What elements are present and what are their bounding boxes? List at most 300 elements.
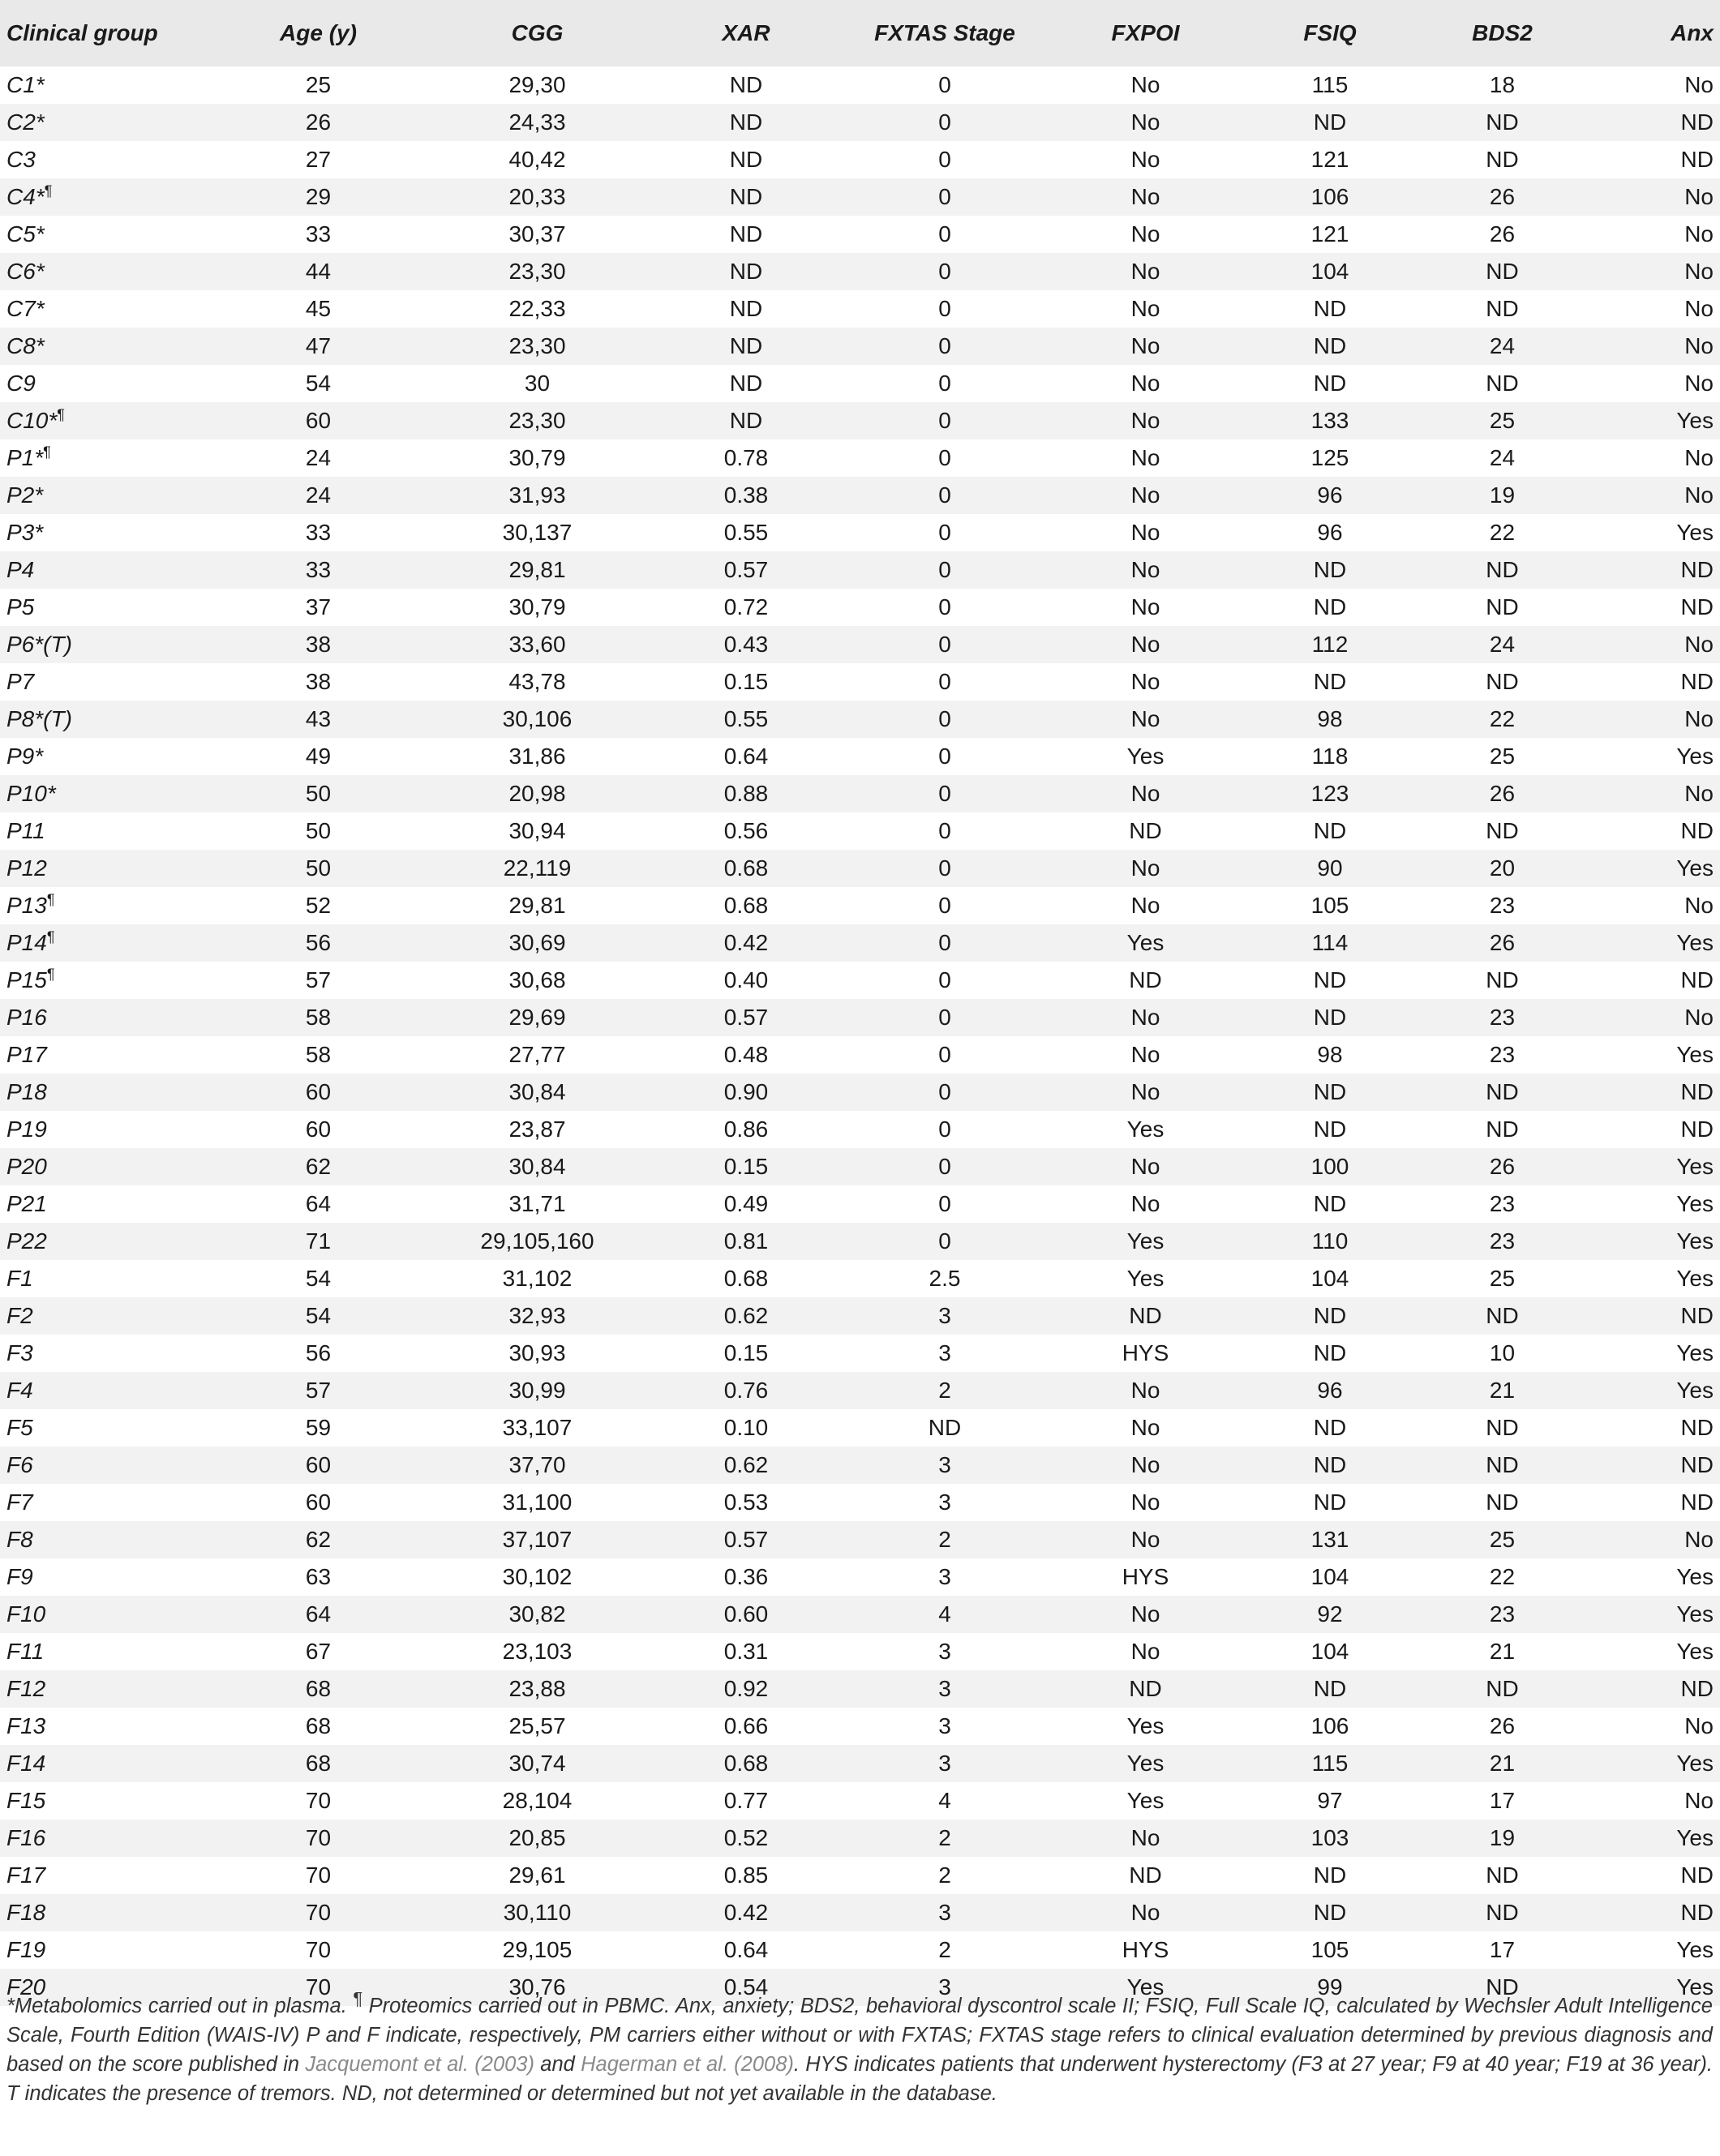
table-row bbox=[0, 701, 1720, 738]
anx-cell: No bbox=[1684, 1005, 1714, 1030]
fxtas-stage-cell: 0 bbox=[938, 781, 951, 806]
bds2-cell: 21 bbox=[1489, 1751, 1516, 1776]
bds2-cell: ND bbox=[1486, 594, 1519, 619]
table-body bbox=[0, 66, 1720, 2006]
fxtas-stage-cell: 0 bbox=[938, 818, 951, 843]
xar-cell: 0.40 bbox=[723, 967, 769, 992]
anx-cell: Yes bbox=[1676, 744, 1714, 769]
fxpoi-cell: No bbox=[1130, 371, 1160, 396]
fxtas-stage-cell: 0 bbox=[938, 147, 951, 172]
cgg-cell: 31,71 bbox=[508, 1191, 566, 1216]
cgg-cell: 23,88 bbox=[508, 1676, 566, 1701]
clinical-group-cell bbox=[0, 887, 211, 924]
subject-id: F19 bbox=[6, 1937, 46, 1962]
fxtas-stage-cell: 0 bbox=[938, 1228, 951, 1254]
age-cell: 58 bbox=[305, 1042, 332, 1067]
age-cell: 38 bbox=[305, 669, 332, 694]
clinical-group-cell bbox=[0, 141, 211, 178]
cgg-cell: 23,103 bbox=[502, 1639, 573, 1664]
bds2-cell: ND bbox=[1486, 1489, 1519, 1515]
fsiq-cell: ND bbox=[1313, 1676, 1347, 1701]
bds2-cell: 23 bbox=[1489, 1005, 1516, 1030]
age-cell: 54 bbox=[305, 1266, 332, 1291]
subject-id: C9 bbox=[6, 371, 36, 396]
age-cell: 60 bbox=[305, 1452, 332, 1477]
fsiq-cell: ND bbox=[1313, 1489, 1347, 1515]
clinical-group-cell bbox=[0, 365, 211, 402]
anx-cell: ND bbox=[1680, 818, 1714, 843]
clinical-group-cell bbox=[0, 1409, 211, 1447]
table-row bbox=[0, 887, 1720, 924]
subject-id: F5 bbox=[6, 1415, 33, 1440]
table-row bbox=[0, 477, 1720, 514]
cgg-cell: 30,82 bbox=[508, 1601, 566, 1627]
age-cell: 62 bbox=[305, 1527, 332, 1552]
header-bds2: BDS2 bbox=[1472, 20, 1533, 45]
fxpoi-cell: No bbox=[1130, 781, 1160, 806]
fsiq-cell: 105 bbox=[1310, 1937, 1349, 1962]
cgg-cell: 29,30 bbox=[508, 72, 566, 97]
subject-id: F17 bbox=[6, 1862, 46, 1888]
fsiq-cell: 106 bbox=[1310, 184, 1349, 209]
subject-id: P15 bbox=[6, 967, 47, 992]
fxpoi-cell: No bbox=[1130, 184, 1160, 209]
subject-marker: * bbox=[34, 744, 44, 769]
fxpoi-cell: Yes bbox=[1126, 1751, 1165, 1776]
cgg-cell: 30,84 bbox=[508, 1154, 566, 1179]
anx-cell: ND bbox=[1680, 1489, 1714, 1515]
table-footnote bbox=[6, 1988, 1713, 2108]
fxpoi-cell: No bbox=[1130, 1601, 1160, 1627]
anx-cell: Yes bbox=[1676, 1639, 1714, 1664]
subject-id: P5 bbox=[6, 594, 35, 619]
fsiq-cell: 96 bbox=[1317, 482, 1343, 508]
subject-id: P6 bbox=[6, 632, 35, 657]
xar-cell: ND bbox=[729, 147, 763, 172]
fxpoi-cell: No bbox=[1130, 1452, 1160, 1477]
subject-id: F8 bbox=[6, 1527, 33, 1552]
cgg-cell: 30,37 bbox=[508, 221, 566, 246]
fxpoi-cell: No bbox=[1130, 1378, 1160, 1403]
fxtas-stage-cell: 3 bbox=[938, 1452, 951, 1477]
anx-cell: No bbox=[1684, 296, 1714, 321]
age-cell: 45 bbox=[305, 296, 332, 321]
clinical-group-cell bbox=[0, 1745, 211, 1782]
fxpoi-cell: Yes bbox=[1126, 1117, 1165, 1142]
citation-link-jacquemont[interactable]: Jacquemont et al. (2003) bbox=[305, 2052, 534, 2076]
citation-link-hagerman[interactable]: Hagerman et al. (2008) bbox=[581, 2052, 794, 2076]
table-row bbox=[0, 439, 1720, 477]
table-header bbox=[0, 0, 1720, 66]
cgg-cell: 23,30 bbox=[508, 333, 566, 358]
anx-cell: Yes bbox=[1676, 1340, 1714, 1365]
subject-id: F11 bbox=[6, 1639, 45, 1664]
age-cell: 57 bbox=[305, 967, 332, 992]
fsiq-cell: 131 bbox=[1310, 1527, 1349, 1552]
bds2-cell: ND bbox=[1486, 1415, 1519, 1440]
clinical-group-cell bbox=[0, 1185, 211, 1223]
bds2-cell: 24 bbox=[1489, 333, 1516, 358]
xar-cell: 0.88 bbox=[723, 781, 769, 806]
anx-cell: ND bbox=[1680, 1117, 1714, 1142]
fxtas-stage-cell: 0 bbox=[938, 371, 951, 396]
xar-cell: 0.60 bbox=[723, 1601, 769, 1627]
subject-id: P4 bbox=[6, 557, 35, 582]
xar-cell: 0.78 bbox=[723, 445, 769, 470]
clinical-group-cell bbox=[0, 290, 211, 328]
clinical-group-cell bbox=[0, 66, 211, 104]
subject-id: P18 bbox=[6, 1079, 47, 1104]
anx-cell: ND bbox=[1680, 967, 1714, 992]
fxtas-stage-cell: 4 bbox=[938, 1788, 951, 1813]
cgg-cell: 43,78 bbox=[508, 669, 566, 694]
fxtas-stage-cell: 4 bbox=[938, 1601, 951, 1627]
fsiq-cell: 133 bbox=[1310, 408, 1349, 433]
age-cell: 50 bbox=[305, 818, 332, 843]
subject-id: P14 bbox=[6, 930, 47, 955]
xar-cell: 0.57 bbox=[723, 1527, 769, 1552]
subject-id: F2 bbox=[6, 1303, 33, 1328]
fxpoi-cell: No bbox=[1130, 520, 1160, 545]
fsiq-cell: 98 bbox=[1317, 1042, 1343, 1067]
fxpoi-cell: Yes bbox=[1126, 1228, 1165, 1254]
xar-cell: ND bbox=[729, 221, 763, 246]
fsiq-cell: 104 bbox=[1310, 1639, 1349, 1664]
fxpoi-cell: Yes bbox=[1126, 1974, 1165, 2000]
subject-id: P9 bbox=[6, 744, 35, 769]
bds2-cell: ND bbox=[1486, 1452, 1519, 1477]
cgg-cell: 31,86 bbox=[508, 744, 566, 769]
cgg-cell: 29,105,160 bbox=[480, 1228, 594, 1254]
clinical-group-cell bbox=[0, 1036, 211, 1074]
xar-cell: 0.64 bbox=[723, 1937, 769, 1962]
subject-marker: *(T) bbox=[34, 632, 72, 657]
fxtas-stage-cell: 0 bbox=[938, 893, 951, 918]
cgg-cell: 29,61 bbox=[508, 1862, 566, 1888]
bds2-cell: 26 bbox=[1489, 1713, 1516, 1738]
anx-cell: Yes bbox=[1676, 1974, 1714, 2000]
xar-cell: 0.57 bbox=[723, 557, 769, 582]
age-cell: 71 bbox=[305, 1228, 332, 1254]
xar-cell: 0.52 bbox=[723, 1825, 769, 1850]
subject-id: P1 bbox=[6, 445, 35, 470]
xar-cell: 0.68 bbox=[723, 855, 769, 881]
bds2-cell: 22 bbox=[1489, 1564, 1516, 1589]
subject-id: F20 bbox=[6, 1974, 46, 2000]
age-cell: 43 bbox=[305, 706, 332, 731]
bds2-cell: 23 bbox=[1489, 893, 1516, 918]
age-cell: 68 bbox=[305, 1676, 332, 1701]
xar-cell: ND bbox=[729, 109, 763, 135]
cgg-cell: 24,33 bbox=[508, 109, 566, 135]
fxtas-stage-cell: 3 bbox=[938, 1713, 951, 1738]
cgg-cell: 29,105 bbox=[502, 1937, 573, 1962]
fxtas-stage-cell: 0 bbox=[938, 109, 951, 135]
bds2-cell: ND bbox=[1486, 1974, 1519, 2000]
fxpoi-cell: No bbox=[1130, 296, 1160, 321]
subject-id: C7 bbox=[6, 296, 36, 321]
table-row bbox=[0, 365, 1720, 402]
age-cell: 56 bbox=[305, 930, 332, 955]
fsiq-cell: ND bbox=[1313, 557, 1347, 582]
header-fxtas-stage: FXTAS Stage bbox=[874, 20, 1015, 45]
fxpoi-cell: No bbox=[1130, 855, 1160, 881]
bds2-cell: ND bbox=[1486, 669, 1519, 694]
cgg-cell: 30,79 bbox=[508, 445, 566, 470]
fxtas-stage-cell: 3 bbox=[938, 1900, 951, 1925]
xar-cell: 0.48 bbox=[723, 1042, 769, 1067]
clinical-group-cell bbox=[0, 626, 211, 663]
fxpoi-cell: No bbox=[1130, 1154, 1160, 1179]
cgg-cell: 30,93 bbox=[508, 1340, 566, 1365]
cgg-cell: 25,57 bbox=[508, 1713, 566, 1738]
fxtas-stage-cell: 0 bbox=[938, 669, 951, 694]
cgg-cell: 37,107 bbox=[502, 1527, 573, 1552]
anx-cell: No bbox=[1684, 1527, 1714, 1552]
bds2-cell: ND bbox=[1486, 1900, 1519, 1925]
table-row bbox=[0, 1596, 1720, 1633]
anx-cell: ND bbox=[1680, 109, 1714, 135]
fsiq-cell: ND bbox=[1313, 1079, 1347, 1104]
subject-id: P20 bbox=[6, 1154, 47, 1179]
subject-id: P7 bbox=[6, 669, 35, 694]
fxtas-stage-cell: 0 bbox=[938, 1079, 951, 1104]
anx-cell: ND bbox=[1680, 1079, 1714, 1104]
fxpoi-cell: No bbox=[1130, 72, 1160, 97]
anx-cell: No bbox=[1684, 371, 1714, 396]
fsiq-cell: 106 bbox=[1310, 1713, 1349, 1738]
subject-marker: * bbox=[35, 296, 45, 321]
clinical-group-cell bbox=[0, 1223, 211, 1260]
pilcrow-mark: ¶ bbox=[46, 966, 55, 983]
xar-cell: ND bbox=[729, 333, 763, 358]
xar-cell: 0.62 bbox=[723, 1452, 769, 1477]
age-cell: 38 bbox=[305, 632, 332, 657]
age-cell: 29 bbox=[305, 184, 332, 209]
anx-cell: No bbox=[1684, 706, 1714, 731]
cgg-cell: 20,85 bbox=[508, 1825, 566, 1850]
anx-cell: Yes bbox=[1676, 1564, 1714, 1589]
fsiq-cell: 98 bbox=[1317, 706, 1343, 731]
fxpoi-cell: Yes bbox=[1126, 1266, 1165, 1291]
age-cell: 70 bbox=[305, 1937, 332, 1962]
fxpoi-cell: Yes bbox=[1126, 1788, 1165, 1813]
fxtas-stage-cell: 0 bbox=[938, 1042, 951, 1067]
table-row bbox=[0, 290, 1720, 328]
clinical-group-cell bbox=[0, 178, 211, 216]
age-cell: 68 bbox=[305, 1751, 332, 1776]
fxpoi-cell: No bbox=[1130, 1079, 1160, 1104]
table-row bbox=[0, 1521, 1720, 1558]
fxtas-stage-cell: 2 bbox=[938, 1937, 951, 1962]
anx-cell: ND bbox=[1680, 557, 1714, 582]
fxtas-stage-cell: 0 bbox=[938, 1005, 951, 1030]
bds2-cell: ND bbox=[1486, 818, 1519, 843]
subject-marker: *¶ bbox=[35, 182, 53, 209]
bds2-cell: ND bbox=[1486, 371, 1519, 396]
fsiq-cell: 123 bbox=[1310, 781, 1349, 806]
anx-cell: ND bbox=[1680, 594, 1714, 619]
fsiq-cell: 114 bbox=[1311, 930, 1349, 955]
pilcrow-mark: ¶ bbox=[57, 406, 65, 423]
bds2-cell: 25 bbox=[1489, 744, 1516, 769]
xar-cell: 0.85 bbox=[723, 1862, 769, 1888]
age-cell: 33 bbox=[305, 520, 332, 545]
bds2-cell: 22 bbox=[1489, 520, 1516, 545]
fsiq-cell: 99 bbox=[1317, 1974, 1343, 2000]
header-xar: XAR bbox=[722, 20, 770, 45]
xar-cell: 0.36 bbox=[723, 1564, 769, 1589]
clinical-group-cell bbox=[0, 514, 211, 551]
clinical-group-cell bbox=[0, 1708, 211, 1745]
age-cell: 50 bbox=[305, 855, 332, 881]
subject-id: P13 bbox=[6, 893, 47, 918]
pilcrow-mark: ¶ bbox=[46, 891, 55, 908]
fsiq-cell: ND bbox=[1313, 669, 1347, 694]
xar-cell: 0.43 bbox=[723, 632, 769, 657]
fxpoi-cell: No bbox=[1130, 1489, 1160, 1515]
age-cell: 60 bbox=[305, 1079, 332, 1104]
cgg-cell: 29,69 bbox=[508, 1005, 566, 1030]
cgg-cell: 37,70 bbox=[508, 1452, 566, 1477]
fsiq-cell: 97 bbox=[1317, 1788, 1343, 1813]
xar-cell: 0.15 bbox=[723, 669, 769, 694]
fxpoi-cell: HYS bbox=[1122, 1564, 1169, 1589]
bds2-cell: 23 bbox=[1489, 1228, 1516, 1254]
clinical-group-cell bbox=[0, 551, 211, 589]
fxtas-stage-cell: 0 bbox=[938, 706, 951, 731]
cgg-cell: 30,79 bbox=[508, 594, 566, 619]
clinical-group-cell bbox=[0, 701, 211, 738]
subject-id: F1 bbox=[6, 1266, 33, 1291]
fxtas-stage-cell: 0 bbox=[938, 296, 951, 321]
header-cgg: CGG bbox=[511, 20, 564, 45]
fxpoi-cell: ND bbox=[1129, 1862, 1162, 1888]
footnote-text-1: *Metabolomics carried out in plasma. bbox=[6, 1994, 347, 2017]
fxpoi-cell: Yes bbox=[1126, 930, 1165, 955]
fxtas-stage-cell: 3 bbox=[938, 1340, 951, 1365]
xar-cell: ND bbox=[729, 296, 763, 321]
fsiq-cell: ND bbox=[1313, 109, 1347, 135]
fsiq-cell: 92 bbox=[1317, 1601, 1343, 1627]
footnote-text-2: Proteomics carried out in PBMC. Anx, anxiety; BDS2, behavioral dyscontrol scale II; FSIQ, Full Scale IQ, calculated by Wechsler Adult Intelligence Scale, Fourth Edition (WAIS-IV) P and F indicate, respectively, PM carriers either without or with FXTAS; FXTAS stage refers to clinical evaluation determined by previous diagnosis and based on the score published in bbox=[6, 1994, 1713, 2076]
table-row bbox=[0, 551, 1720, 589]
fxpoi-cell: No bbox=[1130, 669, 1160, 694]
fsiq-cell: ND bbox=[1313, 1340, 1347, 1365]
fxtas-stage-cell: 0 bbox=[938, 1191, 951, 1216]
fsiq-cell: 121 bbox=[1310, 221, 1349, 246]
pilcrow-mark: ¶ bbox=[43, 444, 51, 461]
fxpoi-cell: No bbox=[1130, 1900, 1160, 1925]
xar-cell: 0.38 bbox=[723, 482, 769, 508]
fxtas-stage-cell: 0 bbox=[938, 632, 951, 657]
fxpoi-cell: HYS bbox=[1122, 1937, 1169, 1962]
bds2-cell: 19 bbox=[1489, 1825, 1516, 1850]
subject-id: F15 bbox=[6, 1788, 46, 1813]
clinical-group-cell bbox=[0, 1558, 211, 1596]
age-cell: 54 bbox=[305, 371, 332, 396]
subject-marker: * bbox=[35, 109, 45, 135]
age-cell: 64 bbox=[305, 1601, 332, 1627]
clinical-group-cell bbox=[0, 253, 211, 290]
table-row bbox=[0, 1111, 1720, 1148]
cgg-cell: 30,99 bbox=[508, 1378, 566, 1403]
fsiq-cell: 115 bbox=[1311, 1751, 1349, 1776]
subject-marker: *¶ bbox=[48, 406, 65, 433]
xar-cell: 0.68 bbox=[723, 893, 769, 918]
cgg-cell: 30,84 bbox=[508, 1079, 566, 1104]
cgg-cell: 31,102 bbox=[502, 1266, 573, 1291]
table-row bbox=[0, 1857, 1720, 1894]
cgg-cell: 31,100 bbox=[502, 1489, 573, 1515]
xar-cell: 0.42 bbox=[723, 1900, 769, 1925]
anx-cell: No bbox=[1684, 221, 1714, 246]
subject-id: F18 bbox=[6, 1900, 46, 1925]
fxtas-stage-cell: 2 bbox=[938, 1527, 951, 1552]
clinical-group-cell bbox=[0, 962, 211, 999]
fxpoi-cell: No bbox=[1130, 893, 1160, 918]
bds2-cell: ND bbox=[1486, 1303, 1519, 1328]
fxtas-stage-cell: 0 bbox=[938, 967, 951, 992]
fxpoi-cell: No bbox=[1130, 1639, 1160, 1664]
subject-id: F6 bbox=[6, 1452, 33, 1477]
cgg-cell: 23,30 bbox=[508, 408, 566, 433]
table-row bbox=[0, 1260, 1720, 1297]
anx-cell: ND bbox=[1680, 1676, 1714, 1701]
subject-id: F13 bbox=[6, 1713, 46, 1738]
fxtas-stage-cell: 3 bbox=[938, 1974, 951, 2000]
fsiq-cell: ND bbox=[1313, 333, 1347, 358]
subject-marker bbox=[47, 893, 55, 918]
anx-cell: Yes bbox=[1676, 1266, 1714, 1291]
clinical-group-cell bbox=[0, 1894, 211, 1931]
xar-cell: ND bbox=[729, 72, 763, 97]
anx-cell: Yes bbox=[1676, 1154, 1714, 1179]
fsiq-cell: ND bbox=[1313, 371, 1347, 396]
age-cell: 37 bbox=[305, 594, 332, 619]
bds2-cell: 25 bbox=[1489, 408, 1516, 433]
clinical-group-cell bbox=[0, 477, 211, 514]
cgg-cell: 29,81 bbox=[508, 557, 566, 582]
xar-cell: 0.72 bbox=[723, 594, 769, 619]
table-row bbox=[0, 104, 1720, 141]
fxpoi-cell: No bbox=[1130, 632, 1160, 657]
table-row bbox=[0, 66, 1720, 104]
age-cell: 49 bbox=[305, 744, 332, 769]
subject-id: C2 bbox=[6, 109, 36, 135]
subject-marker: * bbox=[34, 482, 44, 508]
table-row bbox=[0, 924, 1720, 962]
xar-cell: ND bbox=[729, 184, 763, 209]
fsiq-cell: ND bbox=[1313, 296, 1347, 321]
subject-id: F12 bbox=[6, 1676, 46, 1701]
bds2-cell: 18 bbox=[1489, 72, 1516, 97]
bds2-cell: ND bbox=[1486, 557, 1519, 582]
header-row bbox=[0, 0, 1720, 66]
anx-cell: No bbox=[1684, 632, 1714, 657]
bds2-cell: 21 bbox=[1489, 1378, 1516, 1403]
fsiq-cell: 104 bbox=[1310, 1564, 1349, 1589]
footnote-symbol: ¶ bbox=[353, 1988, 363, 2008]
age-cell: 68 bbox=[305, 1713, 332, 1738]
bds2-cell: ND bbox=[1486, 1862, 1519, 1888]
clinical-group-cell bbox=[0, 1596, 211, 1633]
bds2-cell: 21 bbox=[1489, 1639, 1516, 1664]
fsiq-cell: ND bbox=[1313, 967, 1347, 992]
xar-cell: 0.55 bbox=[723, 706, 769, 731]
table-row bbox=[0, 253, 1720, 290]
cgg-cell: 29,81 bbox=[508, 893, 566, 918]
